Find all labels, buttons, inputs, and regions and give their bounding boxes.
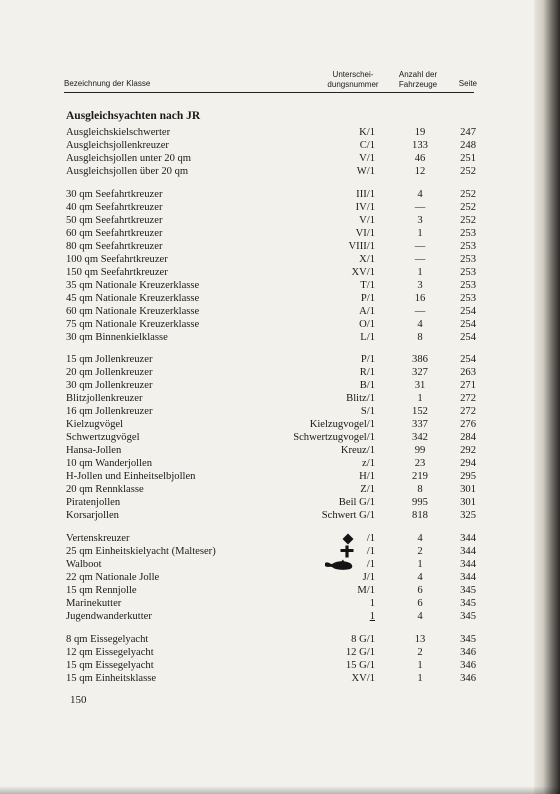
header-rule: [64, 92, 474, 93]
vessel-count: 19: [414, 127, 426, 138]
page-ref: 272: [460, 406, 476, 417]
distinction-number: III/1: [356, 189, 375, 200]
page-number: 150: [70, 694, 87, 706]
vessel-count: 133: [412, 140, 428, 151]
class-name: 35 qm Nationale Kreuzerklasse: [66, 280, 200, 291]
distinction-number: B/1: [359, 380, 375, 391]
distinction-number: 12 G/1: [345, 647, 375, 658]
distinction-number: /1: [366, 559, 375, 570]
vessel-count: 1: [417, 267, 423, 278]
page-ref: 345: [460, 598, 476, 609]
page-ref: 263: [460, 367, 476, 378]
vessel-count: 4: [417, 533, 423, 544]
distinction-number: P/1: [360, 293, 375, 304]
vessel-count: 4: [417, 572, 423, 583]
page-ref: 325: [460, 510, 476, 521]
class-name: 25 qm Einheitskielyacht (Malteser): [66, 546, 216, 557]
page-ref: 252: [460, 189, 476, 200]
page-ref: 252: [460, 215, 476, 226]
vessel-count: 23: [414, 458, 426, 469]
distinction-number: 1: [369, 611, 375, 622]
page-ref: 345: [460, 611, 476, 622]
page-ref: 252: [460, 166, 476, 177]
column-header-ud: [318, 70, 388, 90]
vessel-count: 219: [412, 471, 428, 482]
distinction-number: L/1: [360, 332, 375, 343]
page-ref: 344: [460, 572, 476, 583]
class-name: 30 qm Binnenkielklasse: [66, 332, 168, 343]
class-name: 15 qm Einheitsklasse: [66, 673, 157, 684]
vessel-count: 327: [412, 367, 428, 378]
page-ref: 253: [460, 254, 476, 265]
distinction-number: Kreuz/1: [340, 445, 375, 456]
class-name: 60 qm Seefahrtkreuzer: [66, 228, 163, 239]
class-name: 12 qm Eissegelyacht: [66, 647, 154, 658]
class-name: Vertenskreuzer: [66, 533, 130, 544]
distinction-number: IV/1: [355, 202, 375, 213]
page-ref: 248: [460, 140, 476, 151]
vessel-count: 337: [412, 419, 428, 430]
class-name: 100 qm Seefahrtkreuzer: [66, 254, 168, 265]
page-ref: 301: [460, 497, 476, 508]
vessel-count: 4: [417, 319, 423, 330]
distinction-number: P/1: [360, 354, 375, 365]
distinction-number: V/1: [359, 153, 375, 164]
distinction-number: 8 G/1: [351, 634, 375, 645]
vessel-count: 6: [417, 585, 423, 596]
vessel-count: 2: [417, 546, 423, 557]
class-name: Korsarjollen: [66, 510, 119, 521]
page-ref: 254: [460, 319, 476, 330]
class-name: Ausgleichsjollenkreuzer: [66, 140, 169, 151]
class-name: 60 qm Nationale Kreuzerklasse: [66, 306, 200, 317]
vessel-count: 1: [417, 228, 423, 239]
class-name: Kielzugvögel: [66, 419, 124, 430]
column-header-ud-line1: Unterschei-: [332, 70, 374, 79]
distinction-number: /1: [366, 546, 375, 557]
class-name: 30 qm Seefahrtkreuzer: [66, 189, 163, 200]
class-name: Ausgleichskielschwerter: [66, 127, 171, 138]
vessel-count: 342: [412, 432, 428, 443]
vessel-count: 1: [417, 673, 423, 684]
class-name: Hansa-Jollen: [66, 445, 122, 456]
class-name: 80 qm Seefahrtkreuzer: [66, 241, 163, 252]
vessel-count: 1: [417, 660, 423, 671]
class-name: Walboot: [66, 559, 102, 570]
distinction-number: Blitz/1: [346, 393, 375, 404]
distinction-number: z/1: [362, 458, 375, 469]
vessel-count: 1: [417, 393, 423, 404]
vessel-count: 1: [417, 559, 423, 570]
class-name: Jugendwanderkutter: [66, 611, 152, 622]
vessel-count: —: [414, 254, 426, 265]
vessel-count: 995: [412, 497, 428, 508]
class-name: 16 qm Jollenkreuzer: [66, 406, 153, 417]
page-ref: 345: [460, 585, 476, 596]
vessel-count: 31: [414, 380, 426, 391]
distinction-number: Beil G/1: [338, 497, 375, 508]
distinction-number: W/1: [356, 166, 375, 177]
page-ref: 253: [460, 241, 476, 252]
class-name: 20 qm Jollenkreuzer: [66, 367, 153, 378]
vessel-count: 6: [417, 598, 423, 609]
vessel-count: —: [414, 241, 426, 252]
page-ref: 254: [460, 354, 476, 365]
class-name: H-Jollen und Einheitselbjollen: [66, 471, 196, 482]
vessel-count: 818: [412, 510, 428, 521]
distinction-number: C/1: [359, 140, 375, 151]
distinction-number: 15 G/1: [345, 660, 375, 671]
page-ref: 271: [460, 380, 476, 391]
vessel-count: 8: [417, 332, 423, 343]
vessel-count: 3: [417, 215, 423, 226]
page-ref: 346: [460, 673, 476, 684]
column-header-count: [384, 70, 452, 90]
vessel-count: 152: [412, 406, 428, 417]
page-ref: 254: [460, 332, 476, 343]
page-ref: 346: [460, 660, 476, 671]
distinction-number: X/1: [359, 254, 375, 265]
page-ref: 301: [460, 484, 476, 495]
page-ref: 276: [460, 419, 476, 430]
page-ref: 346: [460, 647, 476, 658]
distinction-number: 1: [369, 598, 375, 609]
vessel-count: 386: [412, 354, 428, 365]
class-name: 30 qm Jollenkreuzer: [66, 380, 153, 391]
distinction-number: VIII/1: [348, 241, 375, 252]
class-name: 20 qm Rennklasse: [66, 484, 144, 495]
vessel-count: 3: [417, 280, 423, 291]
column-header-page: Seite: [458, 79, 477, 88]
distinction-number: S/1: [360, 406, 375, 417]
distinction-number: Schwertzugvogel/1: [293, 432, 375, 443]
class-name: Blitzjollenkreuzer: [66, 393, 143, 404]
page-ref: 344: [460, 559, 476, 570]
page-ref: 252: [460, 202, 476, 213]
vessel-count: —: [414, 202, 426, 213]
distinction-number: R/1: [359, 367, 375, 378]
page-ref: 253: [460, 293, 476, 304]
class-name: 50 qm Seefahrtkreuzer: [66, 215, 163, 226]
class-name: 150 qm Seefahrtkreuzer: [66, 267, 168, 278]
column-header-name: Bezeichnung der Klasse: [64, 79, 151, 88]
class-name: 15 qm Rennjolle: [66, 585, 137, 596]
distinction-number: K/1: [359, 127, 375, 138]
vessel-count: 4: [417, 611, 423, 622]
distinction-number: J/1: [362, 572, 375, 583]
class-name: 75 qm Nationale Kreuzerklasse: [66, 319, 200, 330]
vessel-count: 13: [414, 634, 426, 645]
section-title: Ausgleichsyachten nach JR: [66, 110, 201, 122]
page-ref: 294: [460, 458, 476, 469]
class-name: 15 qm Eissegelyacht: [66, 660, 154, 671]
page-ref: 253: [460, 228, 476, 239]
class-name: Schwertzugvögel: [66, 432, 140, 443]
vessel-count: 99: [414, 445, 426, 456]
class-name: Piratenjollen: [66, 497, 121, 508]
class-name: 45 qm Nationale Kreuzerklasse: [66, 293, 200, 304]
page-ref: 247: [460, 127, 476, 138]
distinction-number: VI/1: [355, 228, 375, 239]
distinction-number: H/1: [359, 471, 375, 482]
class-name: Ausgleichsjollen über 20 qm: [66, 166, 189, 177]
column-header-count-line2: Fahrzeuge: [398, 80, 438, 89]
distinction-number: /1: [366, 533, 375, 544]
distinction-number: M/1: [357, 585, 375, 596]
page-ref: 272: [460, 393, 476, 404]
class-name: 8 qm Eissegelyacht: [66, 634, 149, 645]
class-name: 15 qm Jollenkreuzer: [66, 354, 153, 365]
vessel-count: 8: [417, 484, 423, 495]
page-ref: 295: [460, 471, 476, 482]
book-spine-shadow: [534, 0, 560, 794]
page-ref: 253: [460, 267, 476, 278]
class-name: 22 qm Nationale Jolle: [66, 572, 160, 583]
distinction-number: V/1: [359, 215, 375, 226]
vessel-count: 2: [417, 647, 423, 658]
page-ref: 251: [460, 153, 476, 164]
page-ref: 344: [460, 533, 476, 544]
page-ref: 253: [460, 280, 476, 291]
distinction-number: O/1: [359, 319, 375, 330]
vessel-count: 16: [414, 293, 426, 304]
distinction-number: Z/1: [360, 484, 375, 495]
distinction-number: T/1: [360, 280, 375, 291]
vessel-count: 12: [414, 166, 426, 177]
distinction-number: XV/1: [351, 673, 375, 684]
class-name: 40 qm Seefahrtkreuzer: [66, 202, 163, 213]
distinction-number: Schwert G/1: [321, 510, 375, 521]
vessel-count: 46: [414, 153, 426, 164]
class-name: 10 qm Wanderjollen: [66, 458, 153, 469]
page-ref: 344: [460, 546, 476, 557]
column-header-ud-line2: dungsnummer: [327, 80, 379, 89]
page-ref: 345: [460, 634, 476, 645]
column-header-count-line1: Anzahl der: [398, 70, 438, 79]
page-ref: 254: [460, 306, 476, 317]
vessel-count: —: [414, 306, 426, 317]
page-ref: 292: [460, 445, 476, 456]
distinction-number: Kielzugvogel/1: [309, 419, 375, 430]
class-name: Marinekutter: [66, 598, 122, 609]
distinction-number: A/1: [359, 306, 375, 317]
class-name: Ausgleichsjollen unter 20 qm: [66, 153, 192, 164]
distinction-number: XV/1: [351, 267, 375, 278]
page-ref: 284: [460, 432, 476, 443]
vessel-count: 4: [417, 189, 423, 200]
